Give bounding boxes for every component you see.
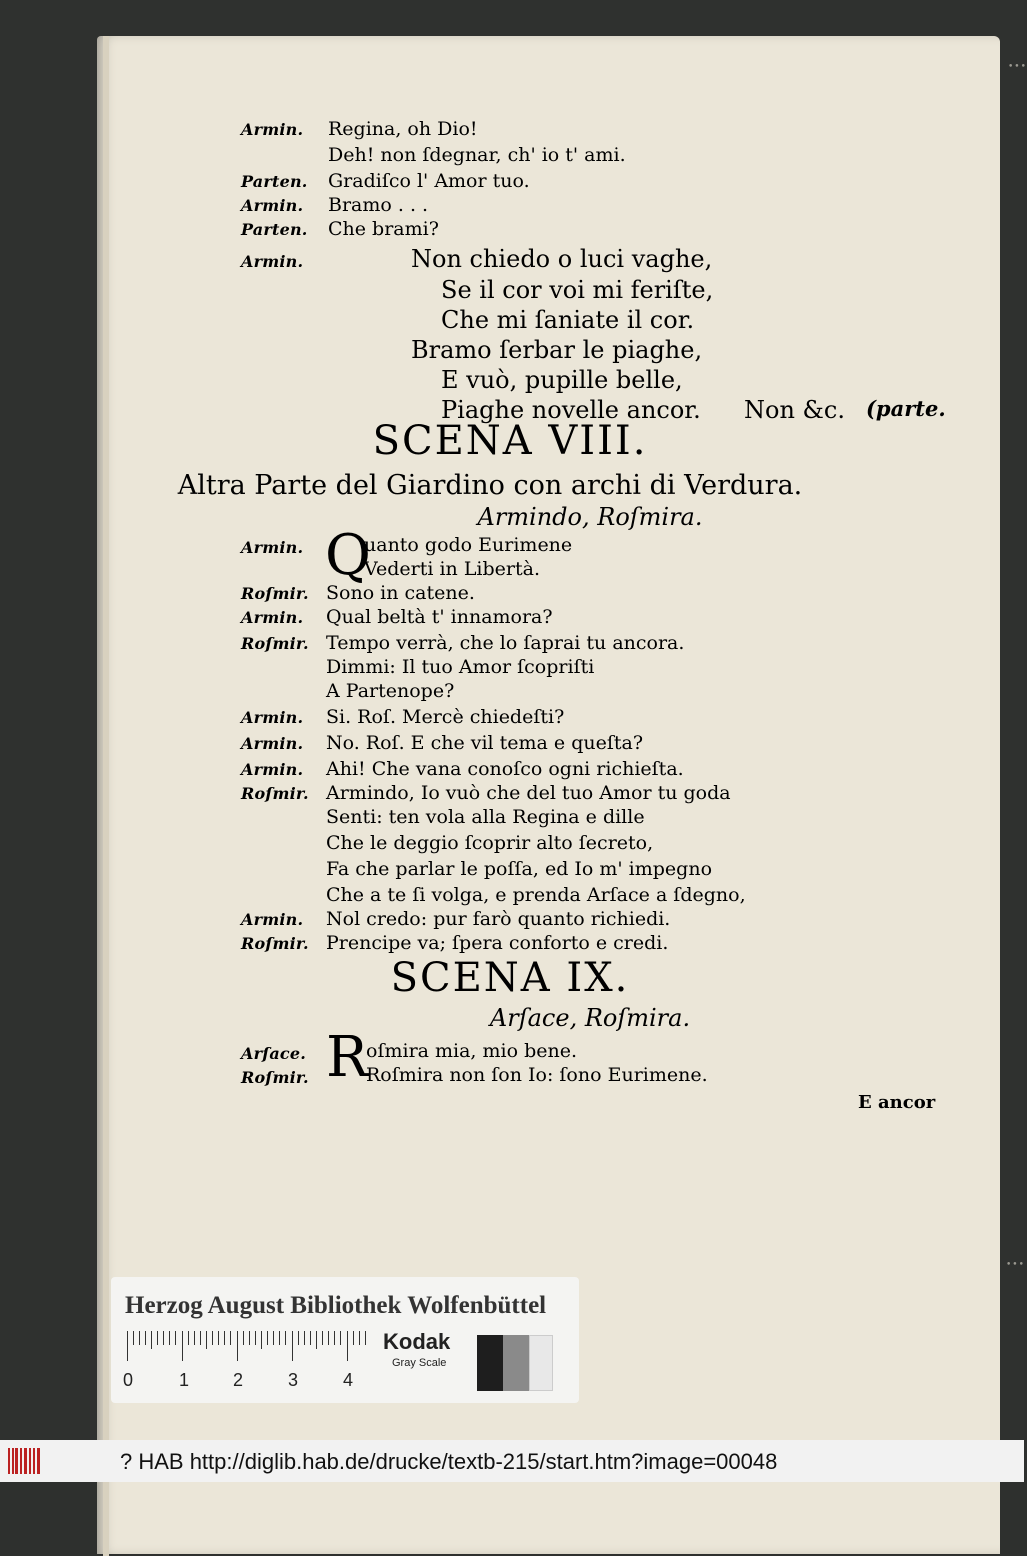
da-capo-text: Non &c. [744,396,845,424]
aria-text: Se il cor voi mi feriſte, [441,276,714,304]
gray-patch-black [477,1335,503,1391]
speaker: Roſmir. [241,634,309,653]
line-text: Prencipe va; ſpera conforto e credi. [326,932,669,954]
page-margin-mark: ••• [1006,1260,1025,1270]
line-text: Si. Roſ. Mercè chiedeſti? [326,706,565,728]
line-text: Sono in catene. [326,582,475,604]
gray-scale-label: Gray Scale [392,1357,447,1369]
line-text: Regina, oh Dio! [328,118,478,140]
speaker: Parten. [241,220,308,239]
source-url[interactable]: ? HAB http://diglib.hab.de/drucke/textb-215/start.htm?image=00048 [120,1449,778,1474]
speaker: Armin. [241,734,304,753]
scene-setting: Altra Parte del Giardino con archi di Verdura. [177,470,803,501]
line-text: Che brami? [328,218,439,240]
scene-characters: Arſace, Roſmira. [489,1004,691,1032]
line-text: oſmira mia, mio bene. [366,1040,578,1062]
speaker: Armin. [241,120,304,139]
line-text: Bramo . . . [328,194,429,216]
footer-bar [0,1440,1024,1482]
aria-text: Piaghe novelle ancor. [441,396,701,424]
line-text: uanto godo Eurimene [364,534,573,556]
catchword: E ancor [858,1092,936,1113]
page-edge [103,36,109,1556]
aria-text: Che mi ſaniate il cor. [441,306,695,334]
speaker: Armin. [241,708,304,727]
speaker: Armin. [241,608,304,627]
line-text: Roſmira non ſon Io: ſono Eurimene. [366,1064,708,1086]
ruler [127,1331,367,1361]
line-text: Tempo verrà, che lo ſaprai tu ancora. [326,632,685,654]
scale-card [111,1277,579,1403]
speaker: Armin. [241,538,304,557]
aria-text: Non chiedo o luci vaghe, [411,245,713,273]
speaker: Parten. [241,172,308,191]
line-text: Senti: ten vola alla Regina e dille [326,806,645,828]
gray-patch-light [529,1335,553,1391]
aria-text: E vuò, pupille belle, [441,366,683,394]
line-text: Vederti in Libertà. [364,558,541,580]
line-text: Che le deggio ſcoprir alto ſecreto, [326,832,654,854]
line-text: No. Roſ. E che vil tema e queſta? [326,732,644,754]
speaker: Armin. [241,196,304,215]
speaker: Roſmir. [241,934,309,953]
scene-title: SCENA VIII. [372,418,648,464]
speaker: Roſmir. [241,584,309,603]
line-text: Che a te ſi volga, e prenda Arſace a ſdegno, [326,884,746,906]
aria-text: Bramo ſerbar le piaghe, [411,336,703,364]
card-title: Herzog August Bibliothek Wolfenbüttel [125,1292,547,1319]
line-text: Dimmi: Il tuo Amor ſcopriſti [326,656,595,678]
line-text: Deh! non ſdegnar, ch' io t' ami. [328,144,626,166]
ruler-number: 2 [233,1370,244,1390]
barcode-icon [8,1448,40,1474]
speaker: Armin. [241,760,304,779]
line-text: Qual beltà t' innamora? [326,606,553,628]
speaker: Roſmir. [241,784,309,803]
speaker: Armin. [241,910,304,929]
drop-cap: Q [325,523,371,588]
line-text: A Partenope? [326,680,455,702]
line-text: Fa che parlar le poſſa, ed Io m' impegno [326,858,713,880]
speaker: Arſace. [241,1044,306,1063]
ruler-number: 4 [343,1370,354,1390]
line-text: Nol credo: pur farò quanto richiedi. [326,908,671,930]
speaker: Roſmir. [241,1068,309,1087]
page-margin-mark: ••• [1008,62,1027,72]
ruler-number: 0 [123,1370,134,1390]
drop-cap: R [326,1025,369,1090]
ruler-number: 3 [288,1370,299,1390]
stage-direction: (parte. [866,396,946,421]
line-text: Gradiſco l' Amor tuo. [328,170,530,192]
line-text: Ahi! Che vana conoſco ogni richieſta. [326,758,684,780]
scene-title: SCENA IX. [390,955,630,1001]
ruler-number: 1 [179,1370,190,1390]
speaker: Armin. [241,252,304,271]
line-text: Armindo, Io vuò che del tuo Amor tu goda [326,782,731,804]
gray-patch-mid [503,1335,529,1391]
kodak-logo: Kodak [383,1329,451,1354]
scene-characters: Armindo, Roſmira. [477,503,703,531]
